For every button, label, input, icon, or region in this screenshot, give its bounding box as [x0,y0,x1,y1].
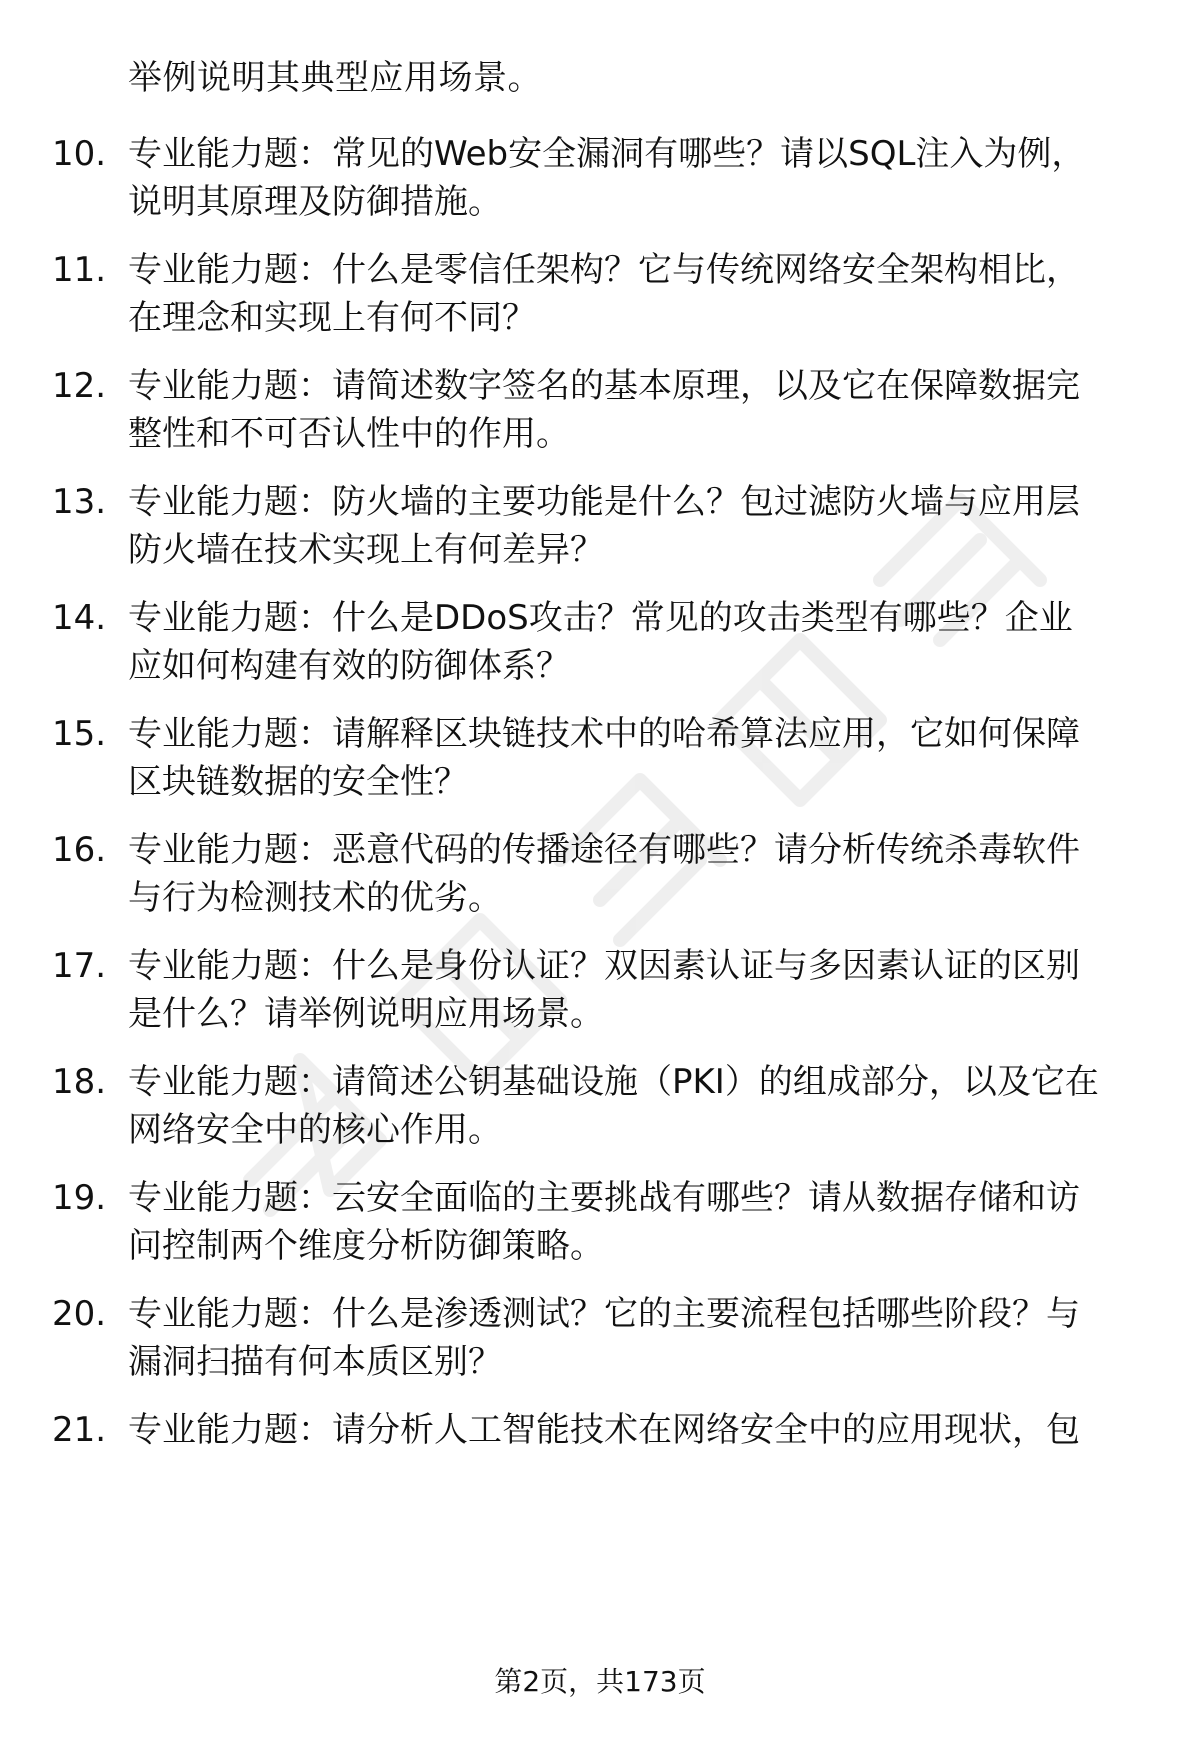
question-line: 专业能力题：什么是渗透测试？它的主要流程包括哪些阶段？与 [128,1294,1080,1334]
question-line: 是什么？请举例说明应用场景。 [128,994,604,1034]
question-text [128,826,1168,922]
question-line: 说明其原理及防御措施。 [128,182,502,222]
question-number: 21. [52,1410,107,1450]
question-number: 10. [52,134,107,174]
question-line: 应如何构建有效的防御体系？ [128,646,570,686]
question-line: 专业能力题：请简述公钥基础设施（PKI）的组成部分，以及它在 [128,1062,1099,1102]
question-line: 专业能力题：云安全面临的主要挑战有哪些？请从数据存储和访 [128,1178,1080,1218]
question-number: 11. [52,250,107,290]
question-line: 专业能力题：什么是身份认证？双因素认证与多因素认证的区别 [128,946,1080,986]
question-number: 13. [52,482,107,522]
question-line: 专业能力题：请解释区块链技术中的哈希算法应用，它如何保障 [128,714,1080,754]
question-line: 专业能力题：什么是零信任架构？它与传统网络安全架构相比， [128,250,1080,290]
question-number: 16. [52,830,107,870]
question-number: 18. [52,1062,107,1102]
question-number: 17. [52,946,107,986]
question-line: 专业能力题：什么是DDoS攻击？常见的攻击类型有哪些？企业 [128,598,1073,638]
question-number: 12. [52,366,107,406]
question-text [128,710,1168,806]
question-line: 专业能力题：防火墙的主要功能是什么？包过滤防火墙与应用层 [128,482,1080,522]
question-line: 问控制两个维度分析防御策略。 [128,1226,604,1266]
question-text [128,362,1168,458]
question-line: 与行为检测技术的优劣。 [128,878,502,918]
question-line: 漏洞扫描有何本质区别？ [128,1342,502,1382]
question-text [128,942,1168,1038]
question-line: 专业能力题：恶意代码的传播途径有哪些？请分析传统杀毒软件 [128,830,1080,870]
question-line: 区块链数据的安全性？ [128,762,468,802]
question-text [128,130,1168,226]
question-number: 19. [52,1178,107,1218]
question-number: 15. [52,714,107,754]
question-line: 专业能力题：请简述数字签名的基本原理，以及它在保障数据完 [128,366,1080,406]
question-line: 专业能力题：请分析人工智能技术在网络安全中的应用现状，包 [128,1410,1080,1450]
question-number: 14. [52,598,107,638]
question-line: 整性和不可否认性中的作用。 [128,414,570,454]
question-line: 网络安全中的核心作用。 [128,1110,502,1150]
question-text [128,1058,1168,1154]
page-number-footer: 第2页，共173页 [494,1665,706,1698]
previous-question-continuation: 举例说明其典型应用场景。 [128,58,542,98]
question-text [128,1406,1168,1454]
question-line: 防火墙在技术实现上有何差异？ [128,530,604,570]
question-text [128,478,1168,574]
question-text [128,594,1168,690]
question-number: 20. [52,1294,107,1334]
question-line: 专业能力题：常见的Web安全漏洞有哪些？请以SQL注入为例， [128,134,1086,174]
question-text [128,1174,1168,1270]
question-text [128,246,1168,342]
question-text [128,1290,1168,1386]
question-line: 在理念和实现上有何不同？ [128,298,536,338]
